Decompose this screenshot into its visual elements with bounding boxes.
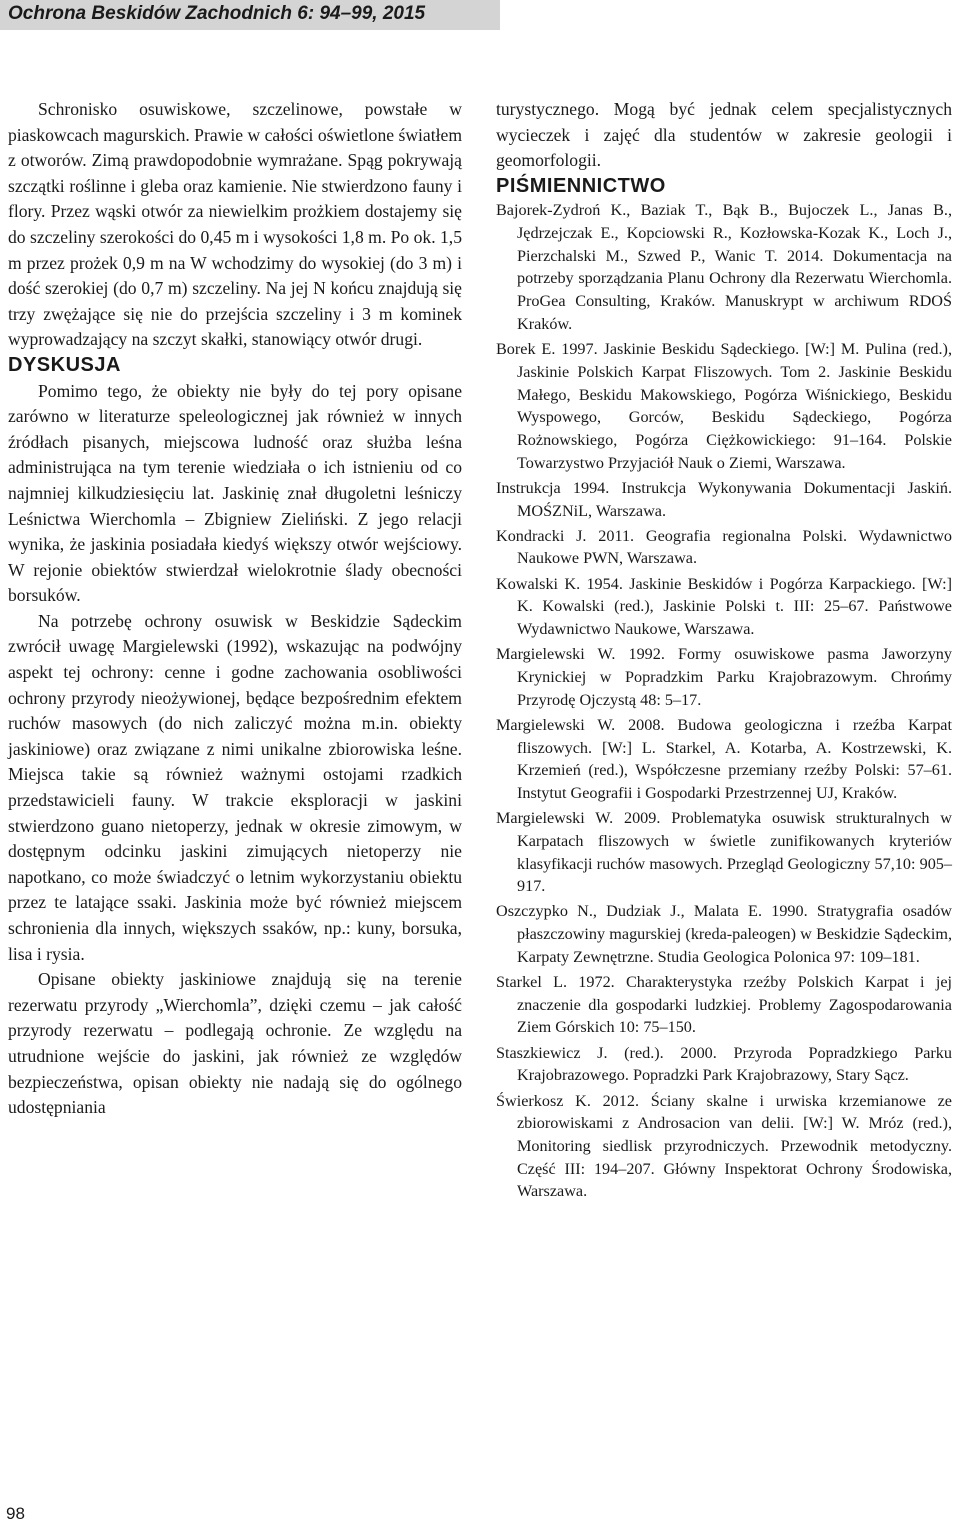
reference-item: Margielewski W. 2008. Budowa geologiczna i rzeźba Karpat fliszowych. [W:] L. Starkel, A. Kotarba, A. Kostrzewski, K. Krzemień (red.), Współczesne przemiany rzeźby Polski: 57–61. Instytut Geografii i Gospodarki Przestrzennej UJ, Kraków. [496,715,952,802]
section-heading-dyskusja: DYSKUSJA [8,353,121,376]
reference-item: Borek E. 1997. Jaskinie Beskidu Sądeckiego. [W:] M. Pulina (red.), Jaskinie Polskich Karpat Fliszowych. Tom 2. Jaskinie Beskidu Małego, Beskidu Makowskiego, Pogórza Wiśnickiego, Beskidu Wyspowego, Gorców, Beskidu Sądeckiego, Pogórza Rożnowskiego, Pogórza Ciężkowickiego: 91–164. Polskie Towarzystwo Przyjaciół Nauk o Ziemi, Warszawa. [496,340,952,472]
journal-citation: Ochrona Beskidów Zachodnich 6: 94–99, 2015 [8,3,426,24]
reference-item: Staszkiewicz J. (red.). 2000. Przyroda Popradzkiego Parku Krajobrazowego. Popradzki Park Krajobrazowy, Stary Sącz. [496,1043,952,1085]
page-number: 98 [6,1504,25,1523]
reference-item: Instrukcja 1994. Instrukcja Wykonywania Dokumentacji Jaskiń. MOŚZNiL, Warszawa. [496,478,952,520]
reference-item: Oszczypko N., Dudziak J., Malata E. 1990. Stratygrafia osadów płaszczowiny magurskiej (kreda-paleogen) w Beskidzie Sądeckim, Karpaty Zewnętrzne. Studia Geologica Polonica 97: 109–181. [496,902,952,966]
discussion-paragraph: Na potrzebę ochrony osuwisk w Beskidzie Sądeckim zwrócił uwagę Margielewski (1992), wskazując na podwójny aspekt tej ochrony: cenne i godne zachowania osobliwości ochrony przyrody nieożywionej, będące bezpośrednim efektem ruchów masowych (do nich zaliczyć można m.in. obiekty jaskiniowe) oraz związane z nimi unikalne zbiorowiska leśne. Miejsca takie są również ważnymi ostojami rzadkich przedstawicieli fauny. W trakcie eksploracji w jaskini stwierdzono guano nietoperzy, jednak w okresie zimowym, w dostępnym odcinku jaskini zimujących nietoperzy nie napotkano, co może świadczyć o letnim wykorzystaniu obiektu przez te latające ssaki. Jaskinia może być również miejscem schronienia dla innych, większych ssaków, np.: kuny, borsuka, lisa i rysia. [8,610,462,964]
reference-item: Kondracki J. 2011. Geografia regionalna Polski. Wydawnictwo Naukowe PWN, Warszawa. [496,526,952,568]
section-heading-pismiennictwo: PIŚMIENNICTWO [496,174,666,197]
continuation-paragraph: turystycznego. Mogą być jednak celem specjalistycznych wycieczek i zajęć dla studentów w zakresie geologii i geomorfologii. [496,99,952,171]
cave-description-paragraph: Schronisko osuwiskowe, szczelinowe, powstałe w piaskowcach magurskich. Prawie w całości oświetlone światłem z otworów. Zimą prawdopodobnie wymrażane. Spąg pokrywają szczątki roślinne i gleba oraz kamienie. Nie stwierdzono fauny i flory. Przez wąski otwór za niewielkim prożkiem dostajemy się do szczeliny szerokości do 0,45 m i wysokości 1,8 m. Po ok. 1,5 m przez prożek 0,9 m na W wchodzimy do wysokiej (do 3 m) i dość szerokiej (do 0,7 m) szczeliny. Na jej N końcu znajdują się trzy zwężające się nie do przejścia szczeliny i 3 m kominek wyprowadzający na szczyt skałki, stanowiący otwór drugi. [8,99,462,350]
reference-item: Świerkosz K. 2012. Ściany skalne i urwiska krzemianowe ze zbiorowiskami z Androsacion van delii. [W:] W. Mróz (red.), Monitoring siedlisk przyrodniczych. Przewodnik metodyczny. Część III: 194–207. Główny Inspektorat Ochrony Środowiska, Warszawa. [496,1091,952,1201]
right-column [496,97,952,1206]
discussion-paragraph: Opisane obiekty jaskiniowe znajdują się na terenie rezerwatu przyrody „Wierchomla”, dzięki czemu – jak całość przyrody rezerwatu – podlegają ochronie. Ze względu na utrudnione wejście do jaskini, jak również ze względów bezpieczeństwa, opisan obiekty nie nadają się do ogólnego udostępniania [8,969,462,1118]
left-column [8,97,462,1121]
reference-list [496,199,952,1203]
discussion-paragraph: Pomimo tego, że obiekty nie były do tej pory opisane zarówno w literaturze speleologicznej jak również w innych źródłach pisanych, miejscowa ludność oraz służba leśna administrująca na tym terenie wiedziała o ich istnieniu od co najmniej kilkudziesięciu lat. Jaskinię znał długoletni leśniczy Leśnictwa Wierchomla – Zbigniew Zieliński. Z jego relacji wynika, że jaskinia posiadała kiedyś większy otwór wejściowy. W rejonie obiektów stwierdzał wielokrotnie ślady obecności borsuków. [8,380,462,606]
running-header [0,0,500,30]
reference-item: Bajorek-Zydroń K., Baziak T., Bąk B., Bujoczek L., Janas B., Jędrzejczak E., Kopciowski R., Kozłowska-Kozak K., Loch J., Pierzchalski M., Szwed P., Wanic T. 2014. Dokumentacja na potrzeby sporządzania Planu Ochrony dla Rezerwatu Wierchomla. ProGea Consulting, Kraków. Manuskrypt w archiwum RDOŚ Kraków. [496,201,952,333]
reference-item: Kowalski K. 1954. Jaskinie Beskidów i Pogórza Karpackiego. [W:] K. Kowalski (red.), Jaskinie Polski t. III: 25–67. Państwowe Wydawnictwo Naukowe, Warszawa. [496,574,952,639]
reference-item: Margielewski W. 1992. Formy osuwiskowe pasma Jaworzyny Krynickiej w Popradzkim Parku Krajobrazowym. Chrońmy Przyrodę Ojczystą 48: 5–17. [496,645,952,709]
reference-item: Margielewski W. 2009. Problematyka osuwisk strukturalnych w Karpatach fliszowych w świetle zunifikowanych kryteriów klasyfikacji ruchów masowych. Przegląd Geologiczny 57,10: 905–917. [496,809,952,896]
reference-item: Starkel L. 1972. Charakterystyka rzeźby Polskich Karpat i jej znaczenie dla gospodarki ludzkiej. Problemy Zagospodarowania Ziem Górskich 10: 75–150. [496,973,952,1037]
